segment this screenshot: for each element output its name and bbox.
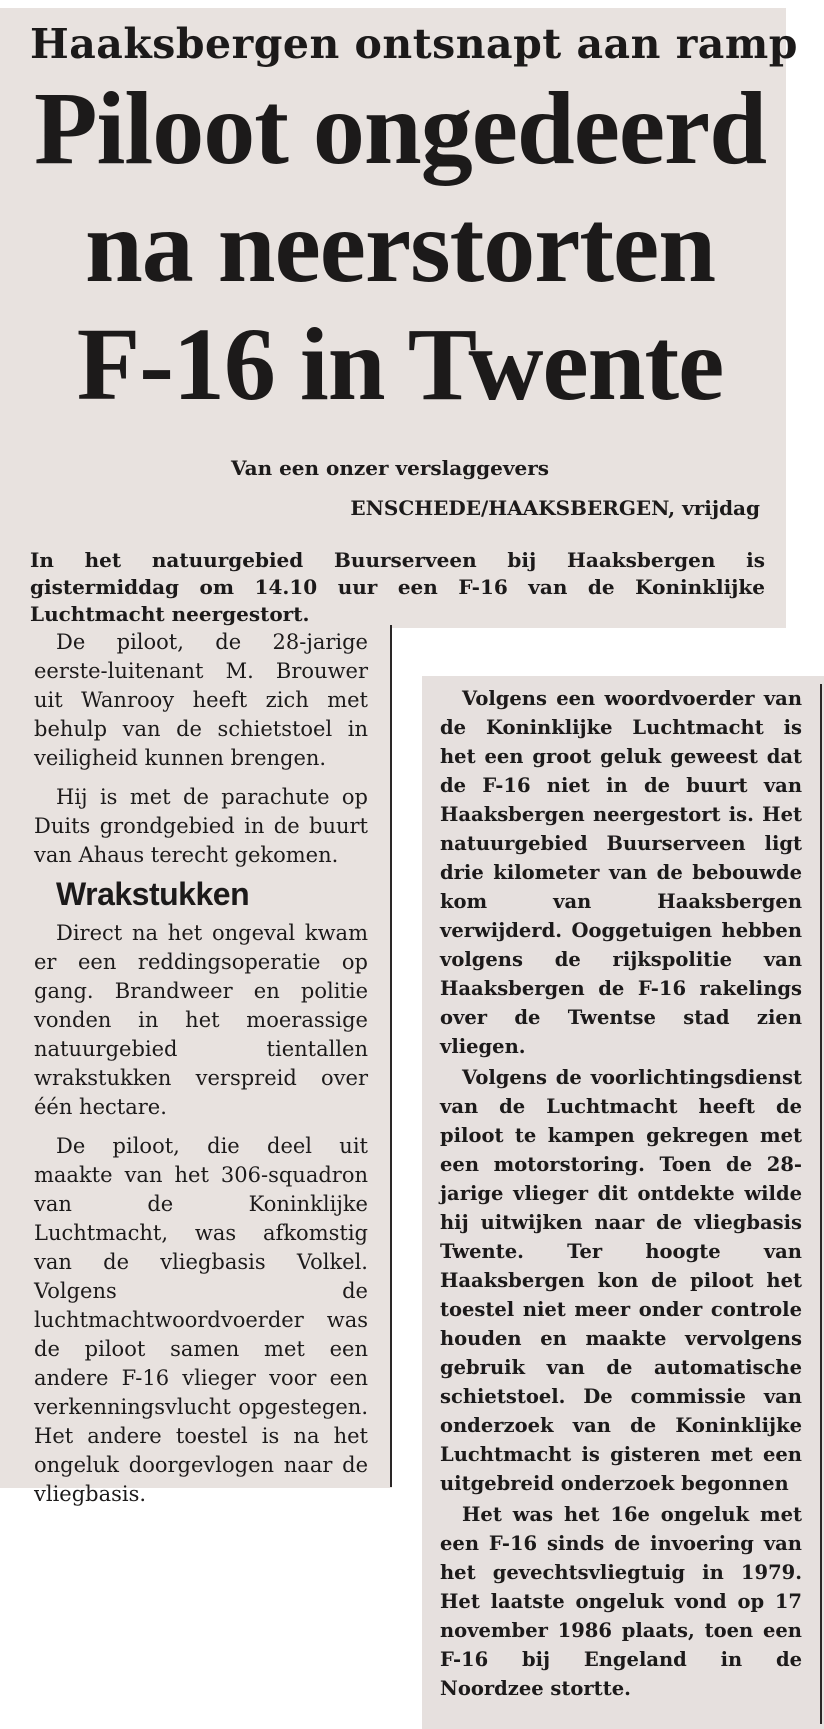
column-rule-right	[820, 684, 822, 1724]
paragraph: Volgens de voorlichtingsdienst van de Luchtmacht heeft de piloot te kampen gekregen met een motorstoring. Toen de 28-jarige vlieger dit ontdekte wilde hij uitwijken naar de vliegbasis Twente. Ter hoogte van Haaksbergen kon de piloot het toestel niet meer onder controle houden en maakte vervolgens gebruik van de automatische schietstoel. De commissie van onderzoek van de Koninklijke Luchtmacht is gisteren met een uitgebreid onderzoek begonnen	[440, 1066, 802, 1495]
paragraph: Volgens een woordvoerder van de Koninklijke Luchtmacht is het een groot geluk geweest dat de F-16 niet in de buurt van Haaksbergen neergestort is. Het natuurgebied Buurserveen ligt drie kilometer van de bebouwde kom van Haaksbergen verwijderd. Ooggetuigen hebben volgens de rijkspolitie van Haaksbergen de F-16 rakelings over de Twentse stad zien vliegen.	[440, 687, 802, 1058]
paragraph: De piloot, die deel uit maakte van het 306-squadron van de Koninklijke Luchtmacht, was afkomstig van de vliegbasis Volkel. Volgens de luchtmachtwoordvoerder was de piloot samen met een andere F-16 vlieger voor een verkenningsvlucht opgestegen. Het andere toestel is na het ongeluk doorgevlogen naar de vliegbasis.	[34, 1134, 368, 1506]
headline: Piloot ongedeerd na neerstorten F-16 in Twente	[33, 71, 767, 422]
paragraph: Het was het 16e ongeluk met een F-16 sinds de invoering van het gevechtsvliegtuig in 1979. Het laatste ongeluk vond op 17 november 1986 plaats, toen een F-16 bij Engeland in de Noordzee stortte.	[440, 1503, 802, 1700]
column-rule	[390, 625, 392, 1487]
left-column	[34, 628, 368, 1519]
paragraph: De piloot, de 28-jarige eerste-luitenant M. Brouwer uit Wanrooy heeft zich met behulp van de schietstoel in veiligheid kunnen brengen.	[34, 630, 368, 770]
subhead: Wrakstukken	[56, 876, 250, 912]
right-column	[440, 684, 802, 1705]
paragraph: Direct na het ongeval kwam er een reddingsoperatie op gang. Brandweer en politie vonden in het moerassige natuurgebied tientallen wrakstukken verspreid over één hectare.	[34, 921, 368, 1119]
kicker: Haaksbergen ontsnapt aan ramp	[30, 20, 798, 68]
lead-paragraph: In het natuurgebied Buurserveen bij Haaksbergen is gistermiddag om 14.10 uur een F-16 van de Koninklijke Luchtmacht neergestort.	[30, 548, 765, 626]
paragraph: Hij is met de parachute op Duits grondgebied in de buurt van Ahaus terecht gekomen.	[34, 785, 368, 867]
byline: Van een onzer verslaggevers	[230, 456, 550, 480]
dateline: ENSCHEDE/HAAKSBERGEN, vrijdag	[350, 496, 760, 520]
